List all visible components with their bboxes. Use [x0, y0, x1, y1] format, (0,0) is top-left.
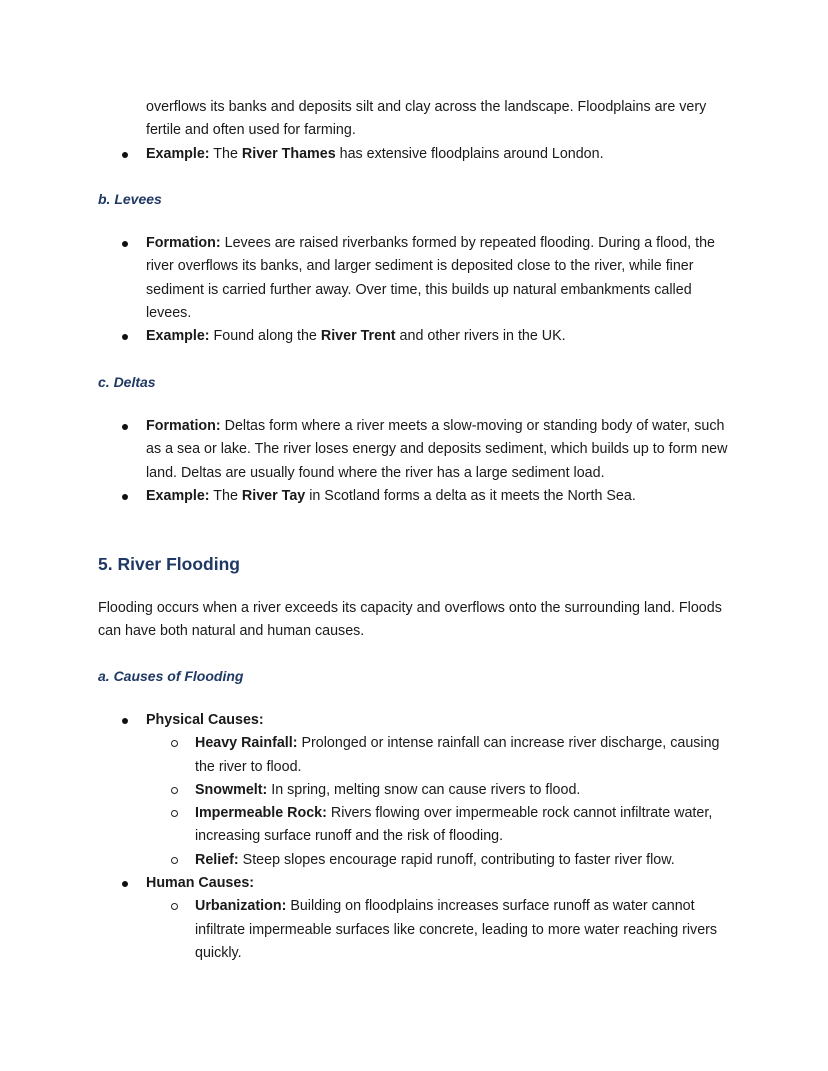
- river-flooding-heading: 5. River Flooding: [98, 554, 240, 574]
- levees-list: [98, 232, 738, 348]
- causes-heading: a. Causes of Flooding: [98, 668, 244, 684]
- levees-example: Example: Found along the River Trent and other rivers in the UK.: [98, 325, 738, 348]
- floodplains-example: Example: The River Thames has extensive floodplains around London.: [98, 143, 738, 166]
- physical-causes-list: [146, 732, 738, 872]
- causes-list: [98, 709, 738, 965]
- cause-snowmelt: Snowmelt: In spring, melting snow can cause rivers to flood.: [146, 779, 738, 802]
- deltas-formation: Formation: Deltas form where a river meets a slow-moving or standing body of water, such as a sea or lake. The river loses energy and deposits sediment, which builds up to form new land. Deltas are usually found where the river has a large sediment load.: [98, 415, 738, 485]
- physical-causes: Physical Causes: Heavy Rainfall: Prolonged or intense rainfall can increase river discharge, causing the river to flood. Snowmelt: In spring, melting snow can cause rivers to flood. Impermeable Rock: Rivers flowing over impermeable rock cannot infiltrate water, increasing surface runoff and the risk of flooding. Relief: Steep slopes encourage rapid runoff, contributing to faster river flow.: [98, 709, 738, 872]
- deltas-heading: c. Deltas: [98, 374, 156, 390]
- floodplains-list: [98, 96, 738, 166]
- cause-urbanization: Urbanization: Building on floodplains increases surface runoff as water cannot infiltrate impermeable surfaces like concrete, leading to more water reaching rivers quickly.: [146, 895, 738, 965]
- deltas-list: [98, 415, 738, 508]
- cause-impermeable-rock: Impermeable Rock: Rivers flowing over impermeable rock cannot infiltrate water, increasing surface runoff and the risk of flooding.: [146, 802, 738, 849]
- levees-formation: Formation: Levees are raised riverbanks formed by repeated flooding. During a flood, the river overflows its banks, and larger sediment is deposited close to the river, while finer sediment is carried further away. Over time, this builds up natural embankments called levees.: [98, 232, 738, 325]
- cause-relief: Relief: Steep slopes encourage rapid runoff, contributing to faster river flow.: [146, 849, 738, 872]
- flooding-intro: Flooding occurs when a river exceeds its capacity and overflows onto the surrounding land. Floods can have both natural and human causes.: [98, 600, 722, 640]
- floodplains-continuation: overflows its banks and deposits silt and clay across the landscape. Floodplains are very fertile and often used for farming.: [146, 99, 707, 139]
- cause-heavy-rainfall: Heavy Rainfall: Prolonged or intense rainfall can increase river discharge, causing the river to flood.: [146, 732, 738, 779]
- levees-heading: b. Levees: [98, 191, 162, 207]
- deltas-example: Example: The River Tay in Scotland forms a delta as it meets the North Sea.: [98, 485, 738, 508]
- human-causes-list: [146, 895, 738, 965]
- human-causes: Human Causes: Urbanization: Building on floodplains increases surface runoff as water cannot infiltrate impermeable surfaces like concrete, leading to more water reaching rivers quickly.: [98, 872, 738, 965]
